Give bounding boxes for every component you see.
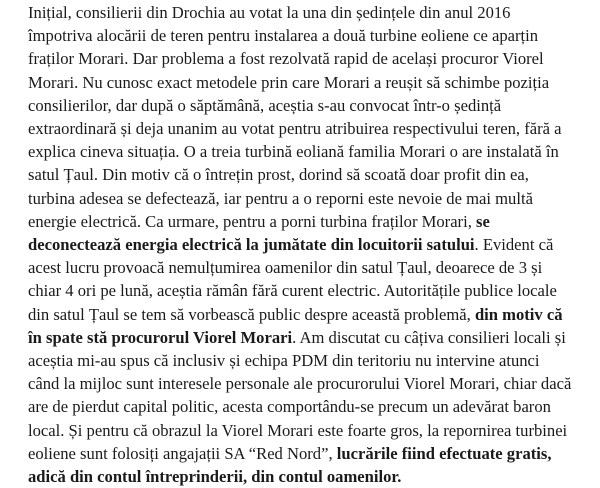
paragraph-text-segment: . Evident că acest lucru provoacă nemulțumirea oamenilor din satul Țaul, deoarece de 3 și chiar 4 ori pe lună, aceștia rămân fără curent electric. Autoritățile publice locale din satul Țaul se tem să vorbească public despre această problemă, <box>28 235 557 324</box>
paragraph-bold-segment: lucrările fiind efectuate gratis, adică din contul întreprinderii, din contul oamenilor. <box>28 443 552 487</box>
article-body <box>28 1 574 488</box>
paragraph-bold-segment: se deconectează energia electrică la jumătate din locuitorii satului <box>28 211 490 255</box>
paragraph-bold-segment: din motiv că în spate stă procurorul Viorel Morari <box>28 304 563 347</box>
paragraph-text-segment: Inițial, consilierii din Drochia au votat la una din ședințele din anul 2016 împotriva alocării de teren pentru instalarea a două turbine eoliene ce aparțin fraților Morari. Dar problema a fost rezolvată rapid de același procuror Viorel Morari. Nu cunosc exact metodele prin care Morari a reușit să schimbe poziția consilierilor, dar după o săptămână, aceștia s-au convocat într-o ședință extraordinară și deja unanim au votat pentru atribuirea respectivului teren, fără a explica cineva situația. O a treia turbină eoliană familia Morari o are instalată în satul Țaul. Din motiv că o întrețin prost, dorind să scoată doar profit din ea, turbina adesea se defectează, iar pentru a o reporni este nevoie de mai multă energie electrică. Ca urmare, pentru a porni turbina fraților Morari, <box>28 3 562 231</box>
article-paragraph <box>28 1 574 488</box>
paragraph-text-segment: . Am discutat cu câțiva consilieri locali și aceștia mi-au spus că inclusiv și echipa PDM din teritoriu nu intervine atunci când la mijloc sunt interesele personale ale procurorului Viorel Morari, chiar dacă are de pierdut capital politic, acesta comportându-se precum un adevărat baron local. Și pentru că obrazul la Viorel Morari este foarte gros, la repornirea turbinei eoliene sunt folosiți angajații SA “Red Nord”, <box>28 327 572 463</box>
